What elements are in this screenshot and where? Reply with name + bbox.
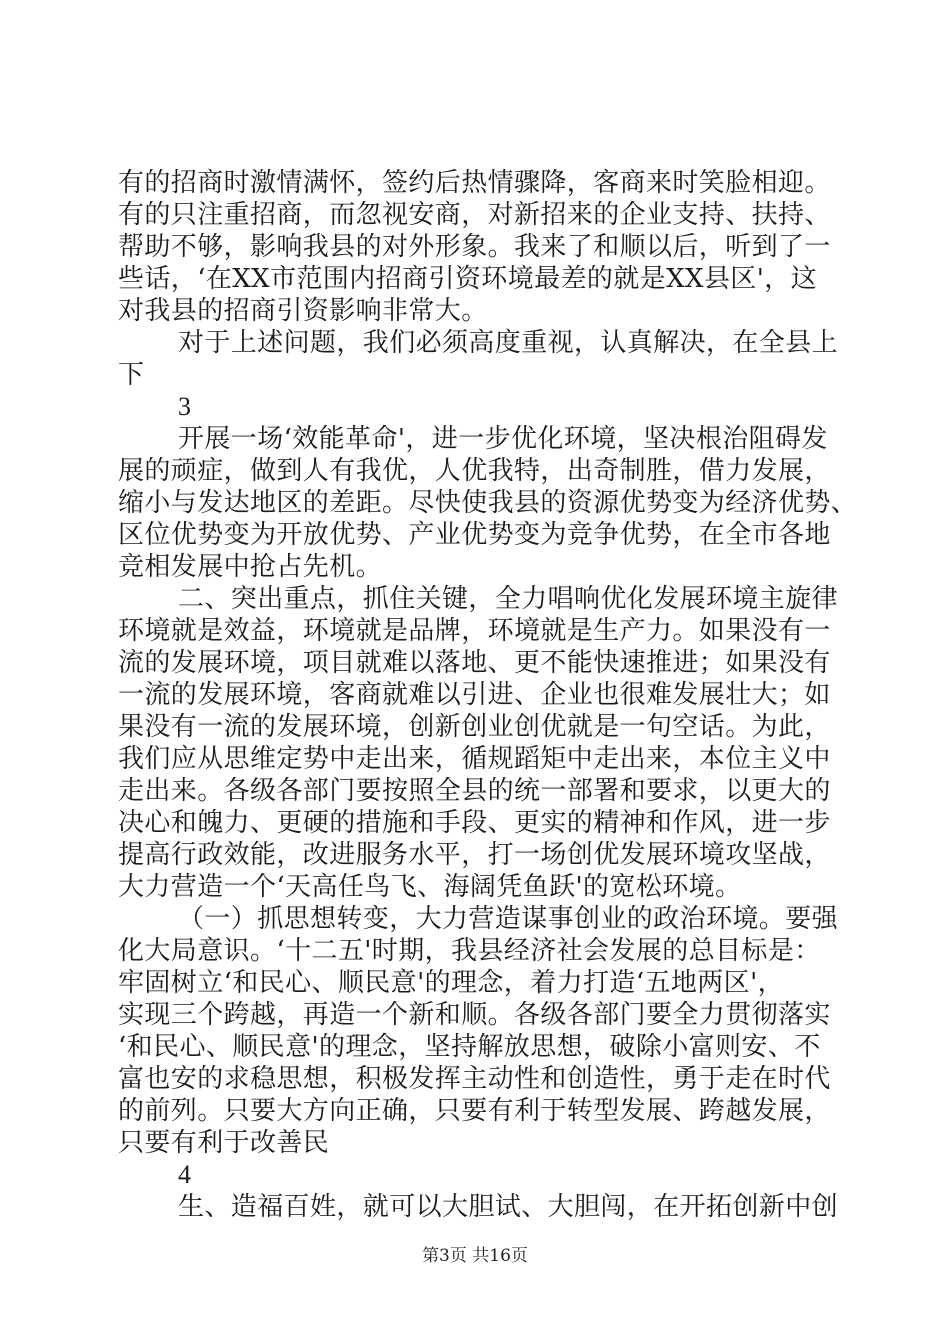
text-line: 区位优势变为开放优势、产业优势变为竞争优势，在全市各地 [118, 520, 831, 550]
text-line: 帮助不够，影响我县的对外形象。我来了和顺以后，听到了一 [118, 232, 831, 262]
text-line: 有的只注重招商，而忽视安商，对新招来的企业支持、扶持、 [118, 200, 831, 230]
text-line: 些话，‘在XX市范围内招商引资环境最差的就是XX县区'，这 [118, 264, 818, 294]
page-marker: 3 [178, 392, 191, 421]
text-line: 缩小与发达地区的差距。尽快使我县的资源优势变为经济优势、 [118, 488, 858, 518]
text-line: 有的招商时激情满怀，签约后热情骤降，客商来时笑脸相迎。 [118, 168, 831, 198]
page-footer: 第3页 共16页 [422, 1246, 528, 1266]
text-line: 实现三个跨越，再造一个新和顺。各级各部门要全力贯彻落实 [118, 1000, 831, 1030]
text-line: 对我县的招商引资影响非常大。 [118, 296, 488, 326]
text-line: 流的发展环境，项目就难以落地、更不能快速推进；如果没有 [118, 648, 831, 678]
page-marker: 4 [178, 1160, 191, 1189]
text-line: 牢固树立‘和民心、顺民意'的理念，着力打造‘五地两区'， [118, 968, 785, 998]
text-line: 我们应从思维定势中走出来，循规蹈矩中走出来，本位主义中 [118, 744, 831, 774]
text-line: 走出来。各级各部门要按照全县的统一部署和要求，以更大的 [118, 776, 831, 806]
text-line: 开展一场‘效能革命'，进一步优化环境，坚决根治阻碍发 [178, 424, 828, 454]
text-line: 生、造福百姓，就可以大胆试、大胆闯，在开拓创新中创 [178, 1192, 839, 1222]
text-line: 竞相发展中抢占先机。 [118, 552, 383, 582]
text-line: 环境就是效益，环境就是品牌，环境就是生产力。如果没有一 [118, 616, 831, 646]
text-line: 富也安的求稳思想，积极发挥主动性和创造性，勇于走在时代 [118, 1064, 831, 1094]
text-line: 只要有利于改善民 [118, 1128, 330, 1158]
text-line: 一流的发展环境，客商就难以引进、企业也很难发展壮大；如 [118, 680, 831, 710]
text-line: 大力营造一个‘天高任鸟飞、海阔凭鱼跃'的宽松环境。 [118, 872, 742, 902]
text-line: 提高行政效能，改进服务水平，打一场创优发展环境攻坚战， [118, 840, 831, 870]
text-line: 对于上述问题，我们必须高度重视，认真解决，在全县上 [178, 328, 839, 358]
text-line: 展的顽症，做到人有我优，人优我特，出奇制胜，借力发展， [118, 456, 831, 486]
text-line: 决心和魄力、更硬的措施和手段、更实的精神和作风，进一步 [118, 808, 831, 838]
text-line: 果没有一流的发展环境，创新创业创优就是一句空话。为此， [118, 712, 831, 742]
text-line: 的前列。只要大方向正确，只要有利于转型发展、跨越发展， [118, 1096, 831, 1126]
text-line: ‘和民心、顺民意'的理念，坚持解放思想，破除小富则安、不 [118, 1032, 821, 1062]
section-heading: 二、突出重点，抓住关键，全力唱响优化发展环境主旋律 [178, 584, 839, 614]
subsection-heading: （一）抓思想转变，大力营造谋事创业的政治环境。要强 [178, 904, 839, 934]
text-line: 化大局意识。‘十二五'时期，我县经济社会发展的总目标是： [118, 936, 821, 966]
text-line: 下 [118, 360, 145, 390]
